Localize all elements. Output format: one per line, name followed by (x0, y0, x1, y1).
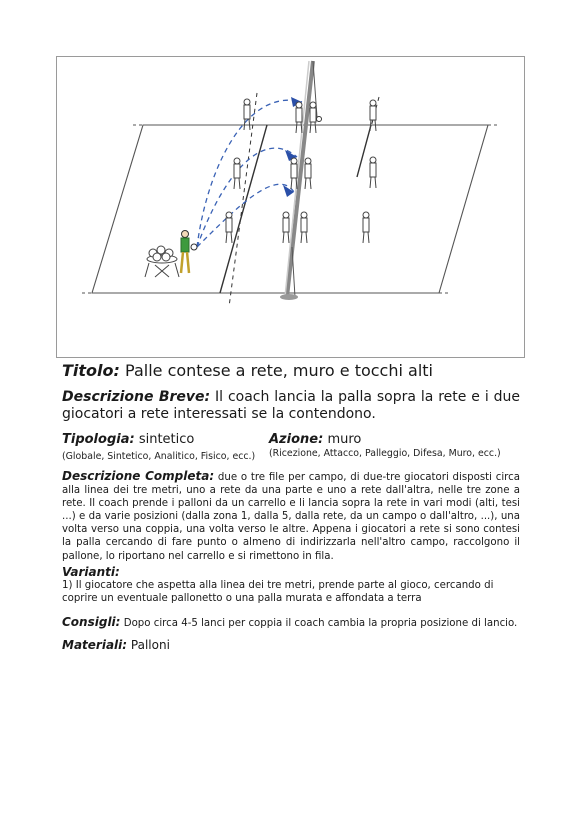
court-illustration (57, 57, 524, 357)
action-label: Azione: (269, 432, 324, 447)
player-figure (363, 212, 369, 243)
materials-text: Palloni (130, 638, 170, 652)
title-text: Palle contese a rete, muro e tocchi alti (125, 361, 433, 380)
brief-label: Descrizione Breve: (62, 389, 211, 405)
materials (62, 638, 520, 652)
variants (62, 566, 520, 605)
variants-text: 1) Il giocatore che aspetta alla linea dei tre metri, prende parte al gioco, cercando di coprire un eventuale pallonetto o una palla murata e affondata a terra (62, 580, 494, 604)
player-figure (283, 212, 289, 243)
full-description (62, 470, 520, 563)
action-value: muro (327, 432, 362, 447)
player-figure (305, 158, 311, 189)
ball-cart (145, 246, 179, 277)
net (280, 61, 322, 300)
typology-label: Tipologia: (62, 432, 135, 447)
typology-value: sintetico (138, 432, 195, 447)
action (269, 432, 361, 447)
player-figure (370, 157, 376, 188)
materials-label: Materiali: (62, 638, 128, 652)
tips-label: Consigli: (62, 615, 121, 629)
brief-description (62, 389, 520, 423)
brief-text: Il coach lancia la palla sopra la rete e i due giocatori a rete interessati se la contendono. (62, 389, 520, 422)
title-label: Titolo: (62, 361, 120, 380)
player-figure (234, 158, 240, 189)
player-figure (226, 212, 232, 243)
attack-line-left (220, 125, 267, 293)
typology (62, 432, 194, 447)
variants-label: Varianti: (62, 565, 120, 579)
coach-figure (181, 231, 197, 274)
full-description-text: due o tre file per campo, di due-tre giocatori disposti circa alla linea dei tre metri, uno a rete da una parte e uno a rete dall'altra, nelle tre zone a rete. Il coach prende i palloni da un carrello e li lancia sopra la rete in vari modi (alti, tesi ...) e da varie posizioni (dalla zona 1, dalla 5, dalla rete, da un campo o dall'altro, ...), una volta verso una coppia, una volta verso le altre. Appena i giocatori a rete si sono contesi la palla cercando di fare punto o almeno di indirizzarla nell'altro campo, raccolgono il pallone, lo riportano nel carrello e si rimettono in fila. (62, 472, 520, 562)
title-line (62, 361, 520, 380)
typology-options: (Globale, Sintetico, Analitico, Fisico, ecc.) (62, 451, 256, 462)
attack-line-right (357, 125, 371, 177)
player-figure (370, 100, 376, 131)
arrowhead (283, 185, 294, 197)
player-figure (291, 158, 297, 189)
typology-action (62, 432, 520, 461)
player-figure (310, 102, 316, 133)
player-figure (301, 212, 307, 243)
full-description-label: Descrizione Completa: (62, 469, 215, 483)
throw-arrow (197, 184, 294, 247)
drill-diagram (56, 56, 525, 358)
player-figure (296, 102, 302, 133)
tips (62, 615, 520, 629)
ball (191, 244, 197, 250)
action-options: (Ricezione, Attacco, Palleggio, Difesa, Muro, ecc.) (269, 448, 501, 459)
tips-text: Dopo circa 4-5 lanci per coppia il coach cambia la propria posizione di lancio. (123, 618, 518, 629)
net-post-base (280, 294, 298, 300)
